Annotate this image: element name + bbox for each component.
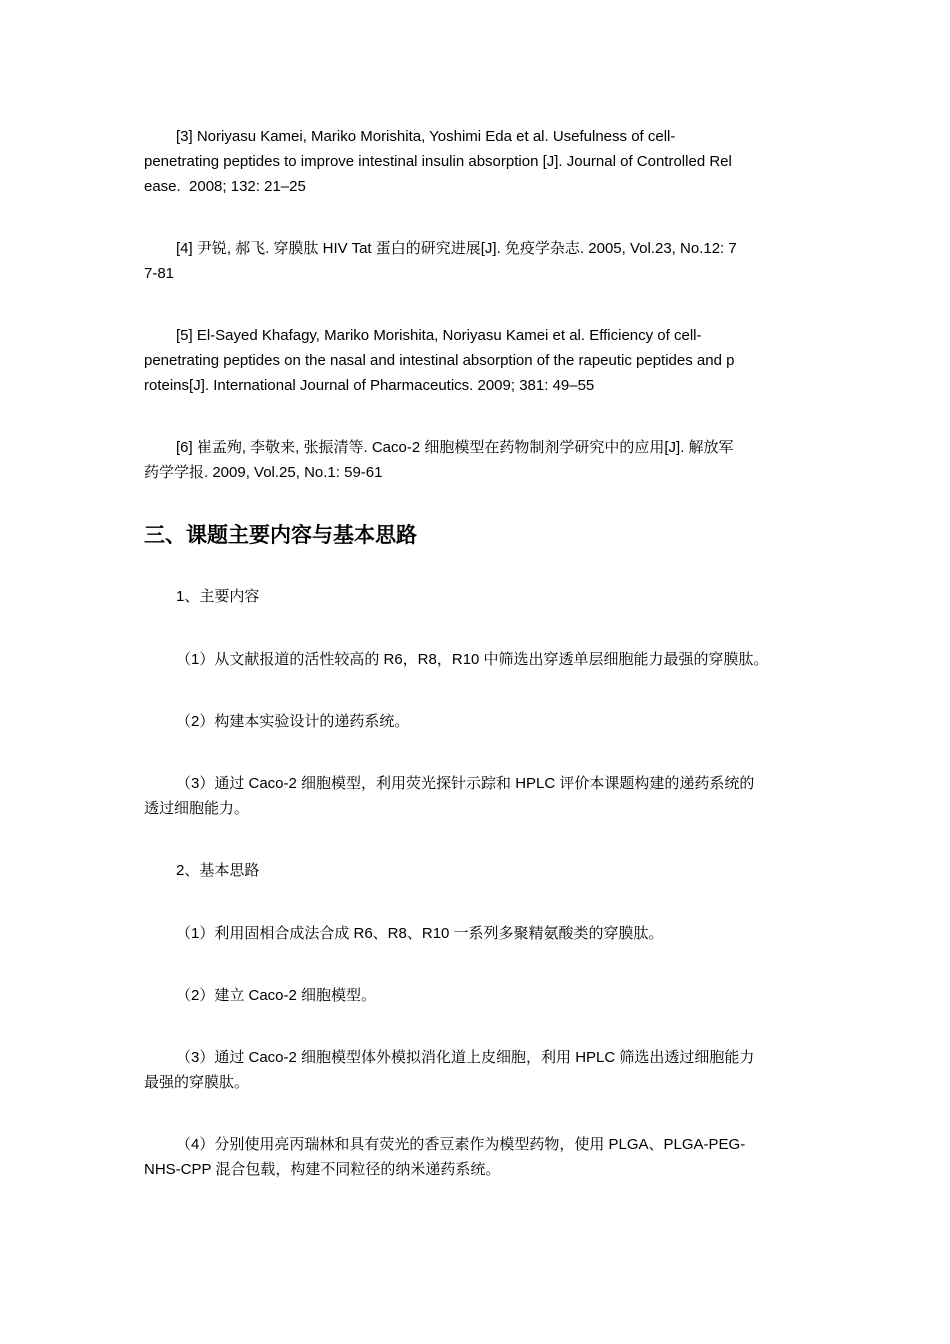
reference-line: penetrating peptides to improve intestinal insulin absorption [J]. Journal of Controlled Rel [144, 153, 732, 170]
reference-line: [3] Noriyasu Kamei, Mariko Morishita, Yoshimi Eda et al. Usefulness of cell- [176, 128, 676, 145]
reference-line: ease. 2008; 132: 21–25 [144, 178, 306, 195]
reference-line: roteins[J]. International Journal of Pharmaceutics. 2009; 381: 49–55 [144, 377, 595, 394]
content-line: （1）从文献报道的活性较高的 R6，R8，R10 中筛选出穿透单层细胞能力最强的穿膜肽。 [176, 651, 769, 668]
content-line: （4）分别使用亮丙瑞林和具有荧光的香豆素作为模型药物，使用 PLGA、PLGA-PEG- [176, 1136, 746, 1153]
reference-6 [144, 435, 808, 485]
reference-line: 7-81 [144, 265, 175, 282]
main-content-heading [144, 584, 808, 609]
content-line: （2）构建本实验设计的递药系统。 [176, 713, 410, 730]
reference-line: 药学学报. 2009, Vol.25, No.1: 59-61 [144, 464, 383, 481]
reference-4 [144, 236, 808, 286]
reference-line: penetrating peptides on the nasal and intestinal absorption of the rapeutic peptides and p [144, 352, 735, 369]
reference-3 [144, 124, 808, 199]
basic-idea-item-1 [144, 921, 808, 946]
basic-idea-item-3 [144, 1045, 808, 1095]
reference-line: [4] 尹锐, 郝飞. 穿膜肽 HIV Tat 蛋白的研究进展[J]. 免疫学杂志. 2005, Vol.23, No.12: 7 [176, 240, 737, 257]
main-content-item-2 [144, 709, 808, 734]
basic-idea-heading [144, 858, 808, 883]
content-line: （2）建立 Caco-2 细胞模型。 [176, 987, 377, 1004]
subheading: 1、主要内容 [176, 588, 260, 605]
content-line: （3）通过 Caco-2 细胞模型，利用荧光探针示踪和 HPLC 评价本课题构建的递药系统的 [176, 775, 755, 792]
reference-line: [5] El-Sayed Khafagy, Mariko Morishita, Noriyasu Kamei et al. Efficiency of cell- [176, 327, 702, 344]
basic-idea-item-4 [144, 1132, 808, 1182]
basic-idea-item-2 [144, 983, 808, 1008]
reference-line: [6] 崔孟殉, 李敬来, 张振清等. Caco-2 细胞模型在药物制剂学研究中的应用[J]. 解放军 [176, 439, 734, 456]
content-line: 最强的穿膜肽。 [144, 1074, 250, 1091]
content-line: （3）通过 Caco-2 细胞模型体外模拟消化道上皮细胞，利用 HPLC 筛选出透过细胞能力 [176, 1049, 755, 1066]
reference-5 [144, 323, 808, 398]
section-title: 三、课题主要内容与基本思路 [144, 523, 417, 547]
subheading: 2、基本思路 [176, 862, 260, 879]
content-line: 透过细胞能力。 [144, 800, 250, 817]
content-line: NHS-CPP 混合包载，构建不同粒径的纳米递药系统。 [144, 1161, 501, 1178]
main-content-item-1 [144, 647, 808, 672]
content-line: （1）利用固相合成法合成 R6、R8、R10 一系列多聚精氨酸类的穿膜肽。 [176, 925, 664, 942]
main-content-item-3 [144, 771, 808, 821]
